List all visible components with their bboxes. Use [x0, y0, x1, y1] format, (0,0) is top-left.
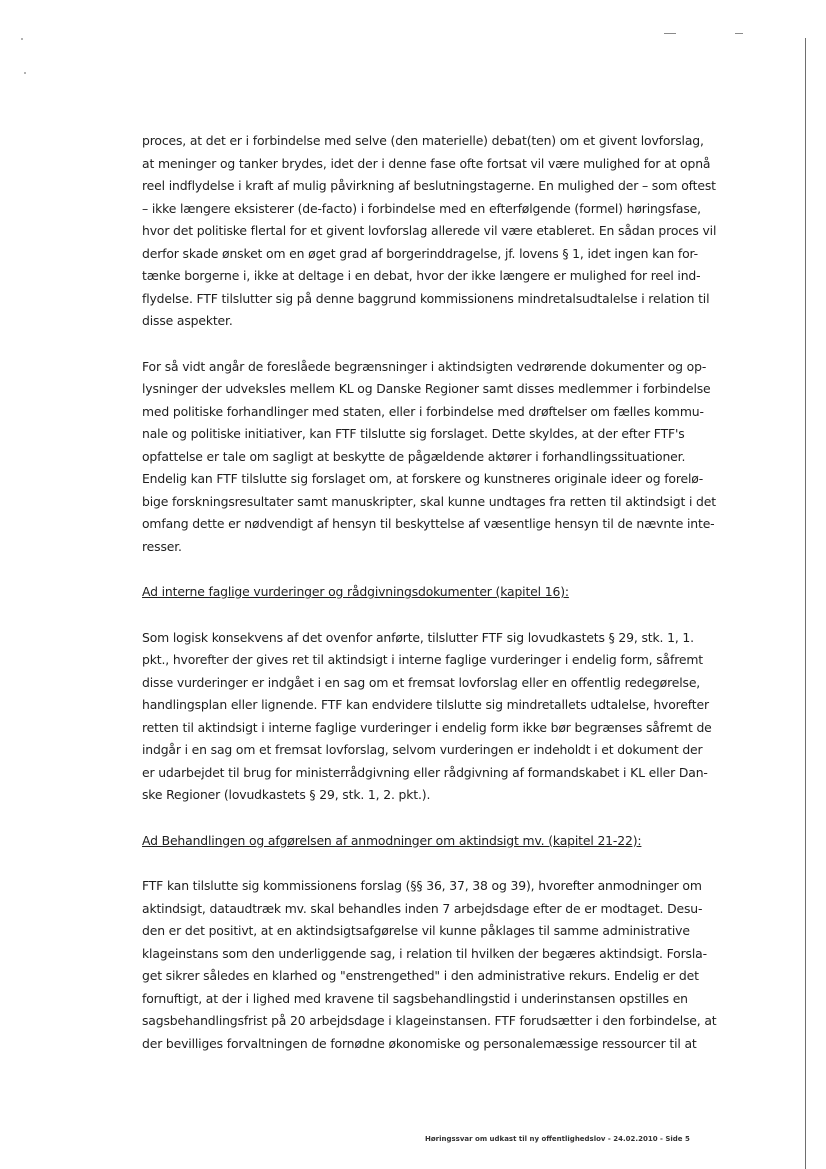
text-line: handlingsplan eller lignende. FTF kan endvidere tilslutte sig mindretallets udtalelse, hvorefter — [142, 697, 709, 712]
text-line: aktindsigt, dataudtræk mv. skal behandles inden 7 arbejdsdage efter de er modtaget. Desu- — [142, 900, 703, 916]
paragraph-4 — [142, 875, 717, 1055]
text-line: indgår i en sag om et fremsat lovforslag, selvom vurderingen er indeholdt i et dokument der — [142, 742, 703, 757]
paragraph-2 — [142, 356, 716, 559]
text-line: er udarbejdet til brug for ministerrådgivning eller rådgivning af formandskabet i KL eller Dan- — [142, 764, 708, 780]
text-line: resser. — [142, 538, 182, 554]
text-line: FTF kan tilslutte sig kommissionens forslag (§§ 36, 37, 38 og 39), hvorefter anmodninger om — [142, 878, 702, 893]
scan-edge-line — [805, 38, 806, 1169]
text-line: bige forskningsresultater samt manuskripter, skal kunne undtages fra retten til aktindsigt i det — [142, 493, 716, 509]
text-line: den er det positivt, at en aktindsigtsafgørelse vil kunne påklages til samme administrative — [142, 923, 690, 938]
text-line: flydelse. FTF tilslutter sig på denne baggrund kommissionens mindretalsudtalelse i relation til — [142, 290, 710, 306]
text-line: sagsbehandlingsfrist på 20 arbejdsdage i klageinstansen. FTF forudsætter i den forbindelse, at — [142, 1013, 717, 1028]
text-line: hvor det politiske flertal for et givent lovforslag allerede vil være etableret. En sådan proces vil — [142, 223, 717, 238]
text-line: – ikke længere eksisterer (de-facto) i forbindelse med en efterfølgende (formel) høringsfase, — [142, 200, 701, 216]
paragraph-1 — [142, 130, 717, 333]
text-line: Som logisk konsekvens af det ovenfor anførte, tilslutter FTF sig lovudkastets § 29, stk. 1, 1. — [142, 629, 694, 645]
scan-speck — [24, 72, 26, 74]
text-line: tænke borgerne i, ikke at deltage i en debat, hvor der ikke længere er mulighed for reel ind- — [142, 268, 701, 283]
text-line: med politiske forhandlinger med staten, eller i forbindelse med drøftelser om fælles kommu- — [142, 403, 704, 419]
page-footer: Høringssvar om udkast til ny offentlighedslov - 24.02.2010 - Side 5 — [425, 1135, 690, 1143]
text-line: disse aspekter. — [142, 313, 233, 328]
text-line: retten til aktindsigt i interne faglige vurderinger i endelig form ikke bør begrænses såfremt de — [142, 719, 712, 735]
section-heading-internal-assessments: Ad interne faglige vurderinger og rådgivningsdokumenter (kapitel 16): — [142, 584, 569, 599]
scan-mark — [664, 33, 676, 34]
section-heading-processing-requests: Ad Behandlingen og afgørelsen af anmodninger om aktindsigt mv. (kapitel 21-22): — [142, 832, 642, 848]
text-line: For så vidt angår de foreslåede begrænsninger i aktindsigten vedrørende dokumenter og op- — [142, 358, 707, 374]
text-line: fornuftigt, at der i lighed med kravene til sagsbehandlingstid i underinstansen opstilles en — [142, 990, 688, 1006]
text-line: omfang dette er nødvendigt af hensyn til beskyttelse af væsentlige hensyn til de nævnte inte- — [142, 516, 715, 531]
text-line: klageinstans som den underliggende sag, i relation til hvilken der begæres aktindsigt. Forsla- — [142, 945, 707, 961]
text-line: lysninger der udveksles mellem KL og Danske Regioner samt disses medlemmer i forbindelse — [142, 381, 711, 396]
text-line: derfor skade ønsket om en øget grad af borgerinddragelse, jf. lovens § 1, idet ingen kan for- — [142, 245, 698, 261]
text-line: Endelig kan FTF tilslutte sig forslaget om, at forskere og kunstneres originale ideer og forelø- — [142, 471, 704, 486]
scan-mark — [735, 33, 743, 34]
text-line: der bevilliges forvaltningen de fornødne økonomiske og personalemæssige ressourcer til at — [142, 1035, 697, 1051]
text-line: get sikrer således en klarhed og "enstrengethed" i den administrative rekurs. Endelig er det — [142, 968, 699, 983]
text-line: ske Regioner (lovudkastets § 29, stk. 1, 2. pkt.). — [142, 787, 431, 802]
scan-speck — [21, 38, 23, 40]
body-text — [142, 130, 717, 1078]
text-line: at meninger og tanker brydes, idet der i denne fase ofte fortsat vil være mulighed for at opnå — [142, 155, 711, 171]
text-line: proces, at det er i forbindelse med selve (den materielle) debat(ten) om et givent lovforslag, — [142, 133, 704, 148]
text-line: reel indflydelse i kraft af mulig påvirkning af beslutningstagerne. En mulighed der – som oftest — [142, 178, 716, 193]
text-line: pkt., hvorefter der gives ret til aktindsigt i interne faglige vurderinger i endelig form, såfremt — [142, 652, 703, 667]
text-line: opfattelse er tale om sagligt at beskytte de pågældende aktører i forhandlingssituationer. — [142, 448, 686, 464]
paragraph-3 — [142, 627, 712, 807]
text-line: nale og politiske initiativer, kan FTF tilslutte sig forslaget. Dette skyldes, at der efter FTF's — [142, 426, 685, 441]
text-line: disse vurderinger er indgået i en sag om et fremsat lovforslag eller en offentlig redegørelse, — [142, 674, 701, 690]
